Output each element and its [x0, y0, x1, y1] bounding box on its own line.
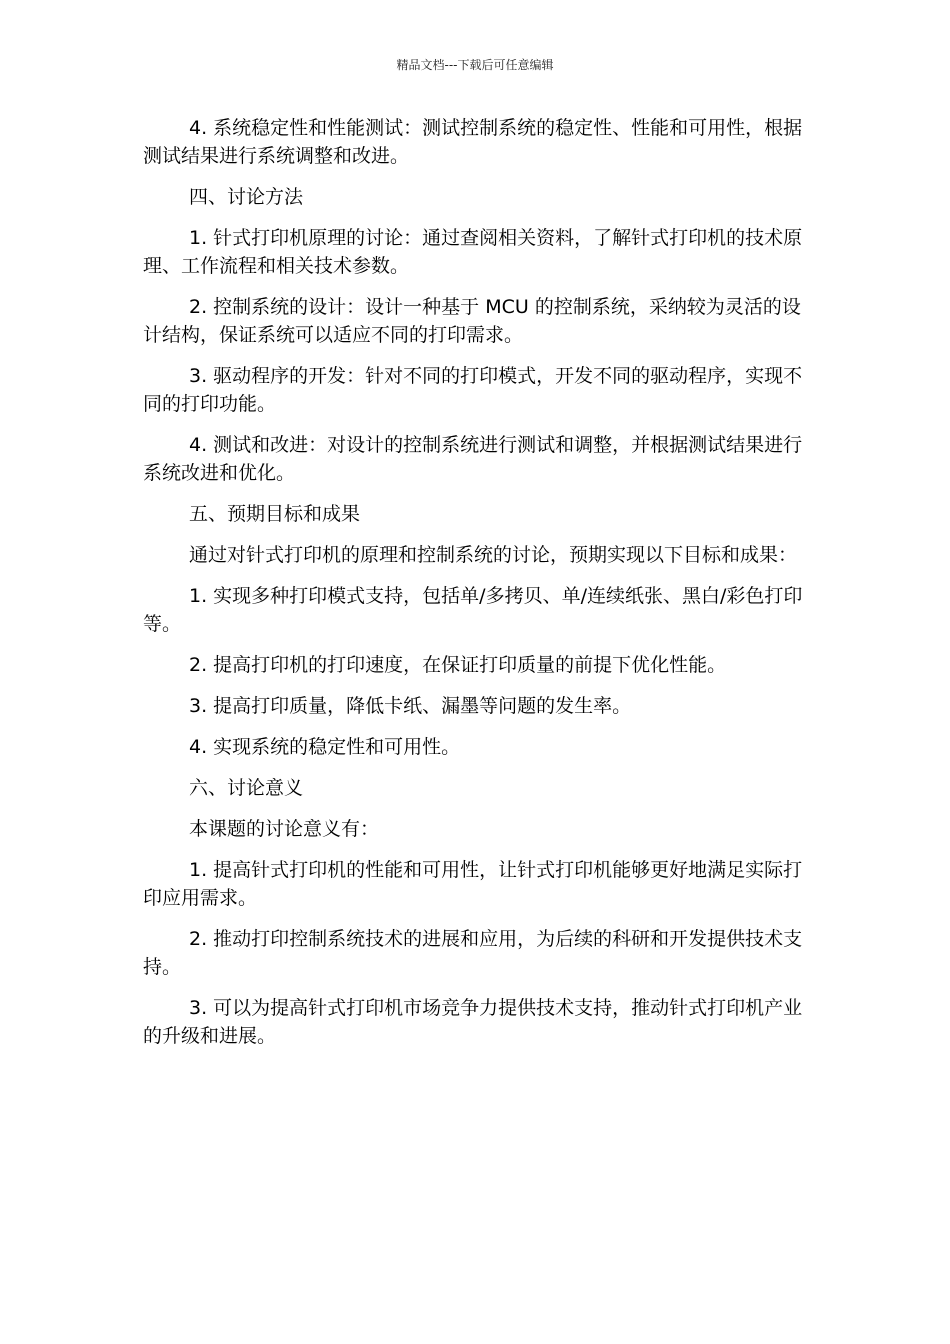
paragraph-method-2: 2. 控制系统的设计：设计一种基于 MCU 的控制系统，采纳较为灵活的设计结构，保证系统可以适应不同的打印需求。 — [143, 296, 801, 346]
section-heading-significance: 六、讨论意义 — [189, 777, 304, 799]
paragraph-goal-4: 4. 实现系统的稳定性和可用性。 — [189, 736, 461, 758]
paragraph-significance-1: 1. 提高针式打印机的性能和可用性，让针式打印机能够更好地满足实际打印应用需求。 — [143, 859, 803, 909]
paragraph-goal-3: 3. 提高打印质量，降低卡纸、漏墨等问题的发生率。 — [189, 695, 632, 717]
paragraph-test-item-4: 4. 系统稳定性和性能测试：测试控制系统的稳定性、性能和可用性，根据测试结果进行系统调整和改进。 — [143, 117, 803, 167]
paragraph-method-3: 3. 驱动程序的开发：针对不同的打印模式，开发不同的驱动程序，实现不同的打印功能。 — [143, 365, 803, 415]
document-body — [143, 114, 807, 1063]
paragraph-significance-intro: 本课题的讨论意义有： — [189, 818, 380, 840]
page-header: 精品文档---下载后可任意编辑 — [396, 58, 554, 72]
paragraph-significance-3: 3. 可以为提高针式打印机市场竞争力提供技术支持，推动针式打印机产业的升级和进展。 — [143, 997, 803, 1047]
section-heading-goals: 五、预期目标和成果 — [189, 503, 361, 525]
paragraph-significance-2: 2. 推动打印控制系统技术的进展和应用，为后续的科研和开发提供技术支持。 — [143, 928, 803, 978]
section-heading-methods: 四、讨论方法 — [189, 186, 304, 208]
paragraph-goal-1: 1. 实现多种打印模式支持，包括单/多拷贝、单/连续纸张、黑白/彩色打印等。 — [143, 585, 803, 635]
paragraph-method-1: 1. 针式打印机原理的讨论：通过查阅相关资料，了解针式打印机的技术原理、工作流程和相关技术参数。 — [143, 227, 803, 277]
paragraph-method-4: 4. 测试和改进：对设计的控制系统进行测试和调整，并根据测试结果进行系统改进和优化。 — [143, 434, 803, 484]
paragraph-goals-intro: 通过对针式打印机的原理和控制系统的讨论，预期实现以下目标和成果： — [189, 544, 798, 566]
paragraph-goal-2: 2. 提高打印机的打印速度，在保证打印质量的前提下优化性能。 — [189, 654, 727, 676]
